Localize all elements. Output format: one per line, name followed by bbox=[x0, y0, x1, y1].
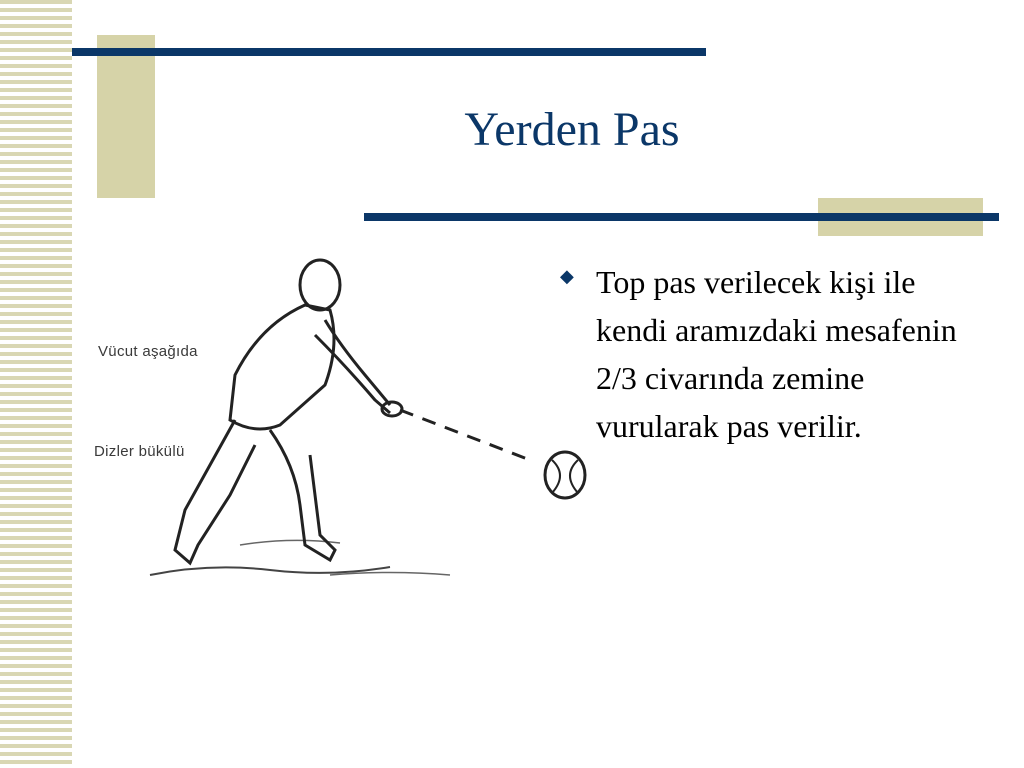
diamond-bullet-icon: ◆ bbox=[560, 266, 574, 286]
player-sketch bbox=[90, 245, 590, 605]
bounce-pass-illustration bbox=[90, 245, 590, 605]
label-knees-bent: Dizler bükülü bbox=[94, 443, 185, 460]
title-rule-top bbox=[72, 48, 706, 56]
slide-title: Yerden Pas bbox=[464, 103, 680, 156]
bullet-item-text: Top pas verilecek kişi ile kendi aramızdaki mesafenin 2/3 civarında zemine vurularak pas verilir. bbox=[596, 264, 957, 444]
title-rule-bottom bbox=[364, 213, 999, 221]
label-body-low: Vücut aşağıda bbox=[98, 343, 198, 360]
